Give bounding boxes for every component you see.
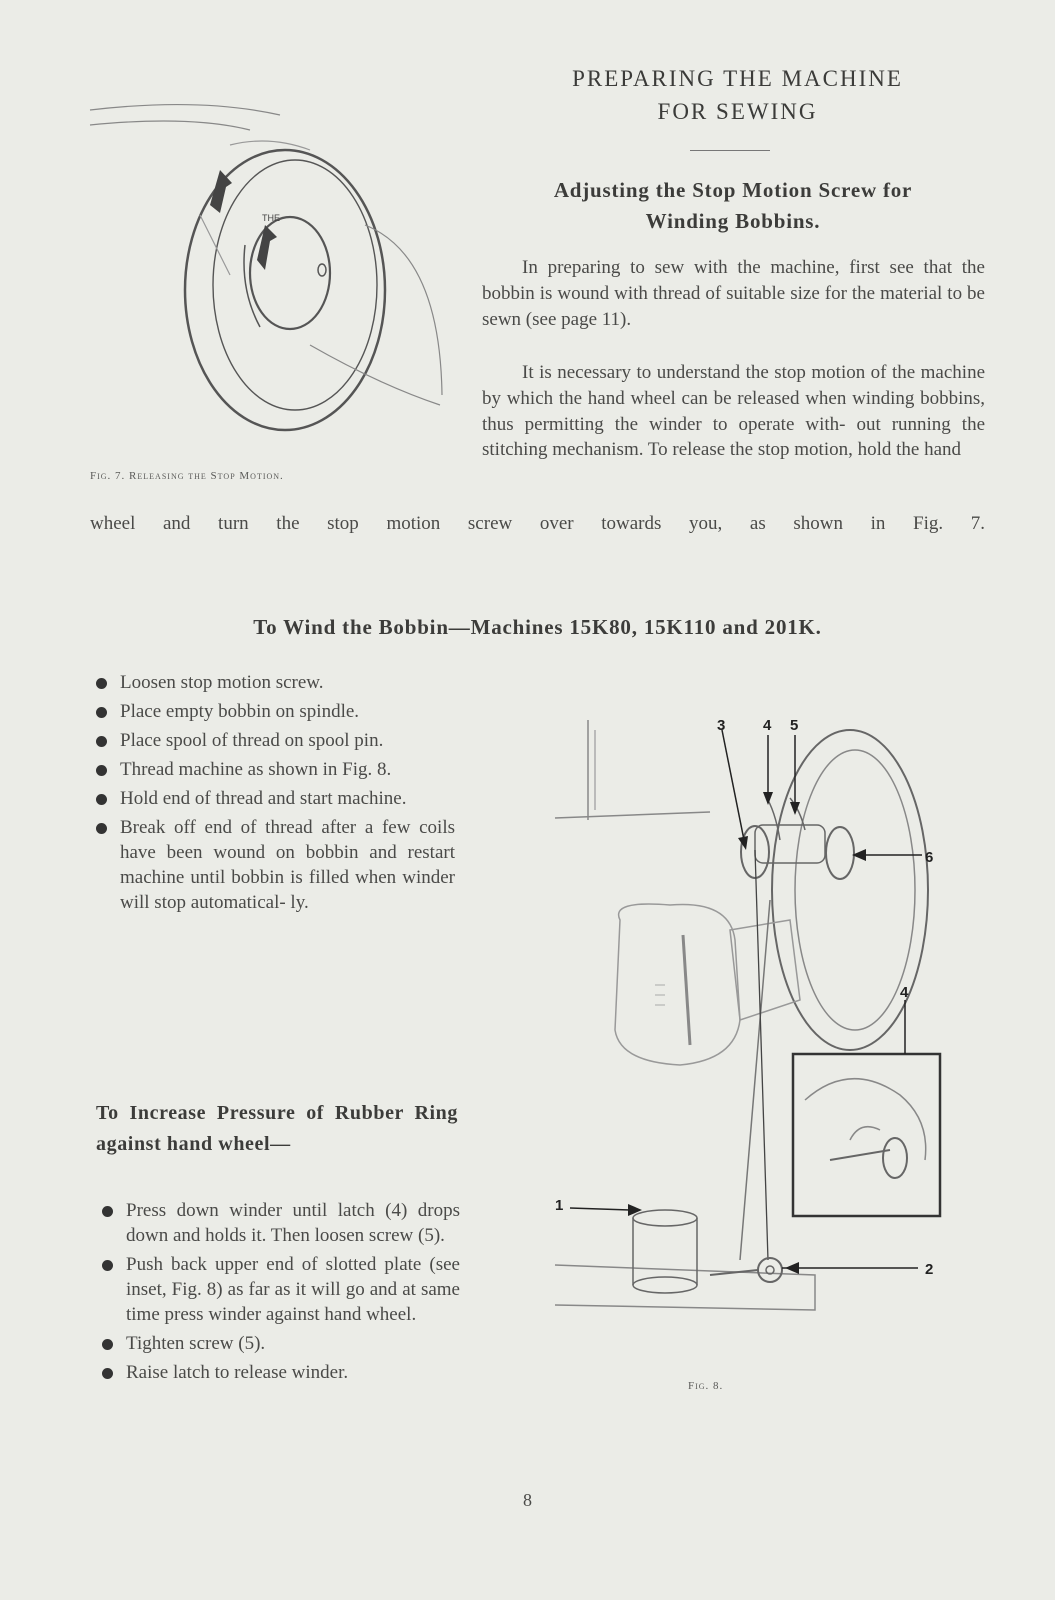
pressure-step: Raise latch to release winder. [96, 1360, 460, 1385]
wind-step: Hold end of thread and start machine. [90, 786, 455, 811]
fig8-label-5: 5 [790, 717, 799, 734]
pressure-step: Press down winder until latch (4) drops down and holds it. Then loosen screw (5). [96, 1198, 460, 1248]
pressure-step: Tighten screw (5). [96, 1331, 460, 1356]
wind-bobbin-section-title: To Wind the Bobbin—Machines 15K80, 15K110 and 201K. [253, 615, 822, 639]
subheading-line1: Adjusting the Stop Motion Screw for [553, 178, 913, 202]
fig7-caption: Fig. 7. Releasing the Stop Motion. [90, 470, 284, 482]
wind-step: Place empty bobbin on spindle. [90, 699, 455, 724]
fig8-label-2: 2 [925, 1261, 934, 1278]
paragraph-1: In preparing to sew with the machine, first see that the bobbin is wound with thread of suitable size for the material to be sewn (see page 11). [482, 257, 985, 330]
bullet-icon [96, 678, 107, 689]
paragraph-2-tail: wheel and turn the stop motion screw over towards you, as shown in Fig. 7. [90, 513, 985, 534]
bullet-icon [96, 736, 107, 747]
bullet-icon [102, 1368, 113, 1379]
pressure-section-title: To Increase Pressure of Rubber Ring against hand wheel— [96, 1102, 458, 1155]
page-heading-line2: FOR SEWING [657, 99, 818, 124]
fig8-label-3: 3 [717, 717, 726, 734]
fig8-label-1: 1 [555, 1197, 564, 1214]
pressure-steps-list [96, 1198, 460, 1389]
wind-step: Break off end of thread after a few coils have been wound on bobbin and restart machine until bobbin is filled when winder will stop automatical- ly. [90, 815, 455, 915]
wind-step: Place spool of thread on spool pin. [90, 728, 455, 753]
fig8-bobbin-winder-illustration [550, 700, 990, 1340]
page-heading-line1: PREPARING THE MACHINE [572, 66, 903, 91]
bullet-icon [102, 1206, 113, 1217]
bullet-icon [96, 794, 107, 805]
heading-divider [690, 150, 770, 151]
fig8-label-4: 4 [763, 717, 772, 734]
fig7-screw-label: THE [262, 213, 280, 223]
bullet-icon [96, 707, 107, 718]
page-number: 8 [523, 1490, 532, 1510]
bullet-icon [102, 1260, 113, 1271]
bullet-icon [102, 1339, 113, 1350]
fig7-screw-arrow-icon [257, 225, 277, 270]
fig8-label-6: 6 [925, 849, 934, 866]
fig7-hand-wheel-illustration [80, 95, 460, 465]
subheading-line2: Winding Bobbins. [645, 209, 821, 233]
paragraph-2: It is necessary to understand the stop motion of the machine by which the hand wheel can be released when winding bobbins, thus permitting the winder to operate with- out running the stitching mechanism. To release the stop motion, hold the hand [482, 362, 985, 461]
wind-step: Thread machine as shown in Fig. 8. [90, 757, 455, 782]
wind-step: Loosen stop motion screw. [90, 670, 455, 695]
fig8-caption: Fig. 8. [688, 1380, 724, 1392]
bullet-icon [96, 765, 107, 776]
wind-steps-list [90, 670, 455, 919]
fig8-dial-marks [655, 985, 665, 1005]
fig8-arrowheads [628, 792, 866, 1274]
pressure-step: Push back upper end of slotted plate (see inset, Fig. 8) as far as it will go and at same time press winder against hand wheel. [96, 1252, 460, 1327]
bullet-icon [96, 823, 107, 834]
fig8-label-4-inset: 4 [900, 984, 909, 1001]
